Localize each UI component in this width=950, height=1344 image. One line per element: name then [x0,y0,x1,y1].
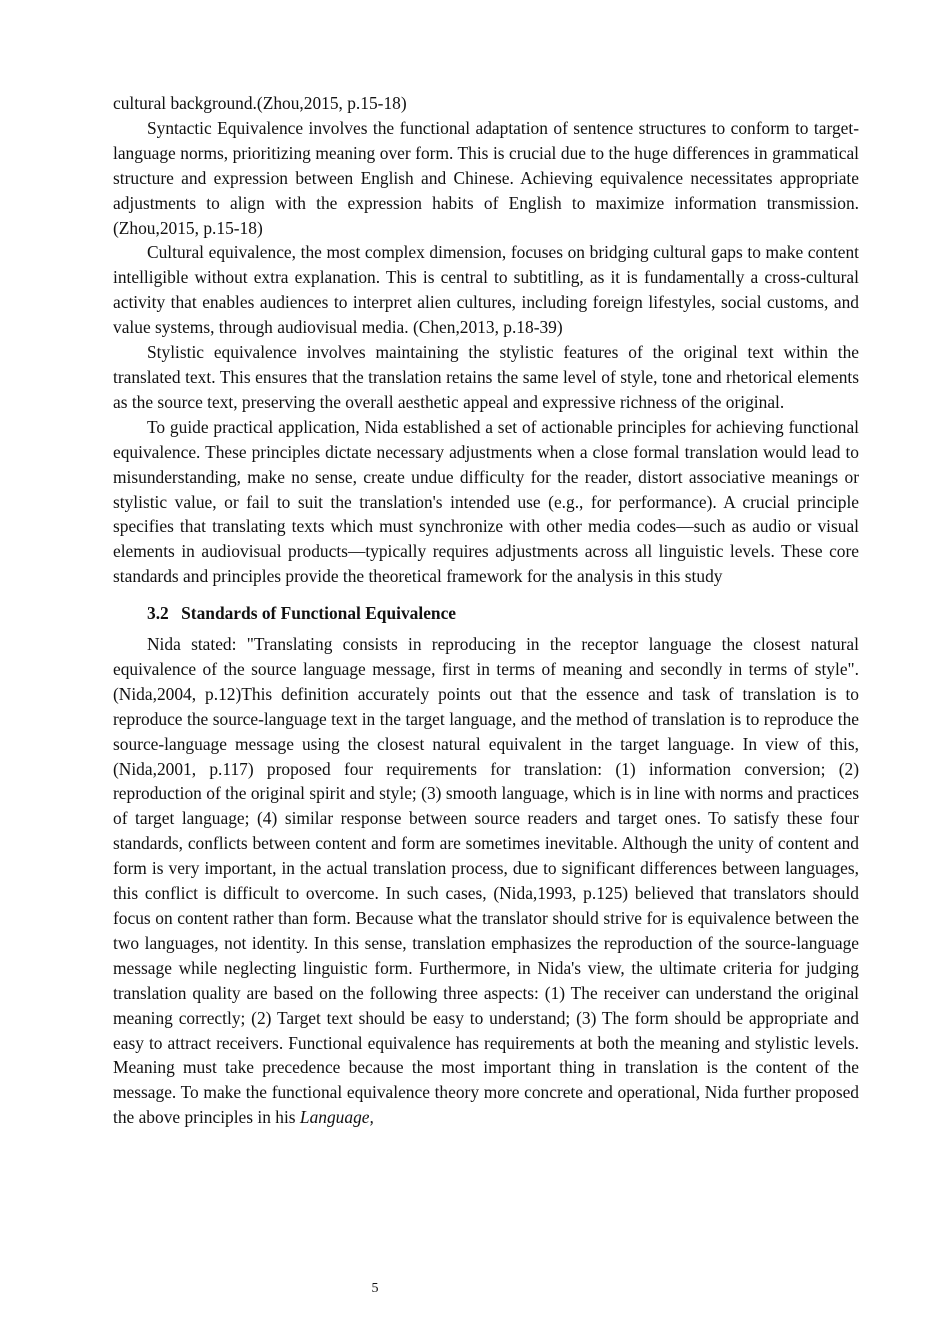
book-title-italic: Language, [299,1107,374,1128]
paragraph-nida-principles: To guide practical application, Nida established a set of actionable principles for achieving functional equivalence. These principles dictate necessary adjustments when a close formal translation would lead to misunderstanding, make no sense, create undue difficulty for the reader, distort associative meanings or stylistic value, or fail to suit the translation's intended use (e.g., for performance). A crucial principle specifies that translating texts which must synchronize with other media codes—such as audio or visual elements in audiovisual products—typically requires adjustments across all linguistic levels. These core standards and principles provide the theoretical framework for the analysis in this study [113,416,859,587]
page-number: 5 [371,1281,379,1296]
paragraph-cultural-background: cultural background.(Zhou,2015, p.15-18) [113,93,407,113]
section-number: 3.2 [147,603,169,624]
page-body [113,91,859,1130]
paragraph-nida-definition [113,632,859,1130]
paragraph-stylistic-equivalence: Stylistic equivalence involves maintaining the stylistic features of the original text within the translated text. This ensures that the translation retains the same level of style, tone and rhetorical elements as the source text, preserving the overall aesthetic appeal and expressive richness of the original. [113,342,859,412]
paragraph-nida-definition-text: Nida stated: "Translating consists in reproducing in the receptor language the closest natural equivalence of the source language message, first in terms of meaning and secondly in terms of style". (Nida,2004, p.12)This definition accurately points out that the essence and task of translation is to reproduce the source-language text in the target language, and the method of translation is to reproduce the source-language message using the closest natural equivalent in the target language. In view of this, (Nida,2001, p.117) proposed four requirements for translation: (1) information conversion; (2) reproduction of the original spirit and style; (3) smooth language, which is in line with norms and practices of target language; (4) similar response between source readers and target ones. To satisfy these four standards, conflicts between content and form are sometimes inevitable. Although the unity of content and form is very important, in the actual translation process, due to significant differences between languages, this conflict is difficult to overcome. In such cases, (Nida,1993, p.125) believed that translators should focus on content rather than form. Because what the translator should strive for is equivalence between the two languages, not identity. In this sense, translation emphasizes the reproduction of the source-language message while neglecting linguistic form. Furthermore, in Nida's view, the ultimate criteria for judging translation quality are based on the following three aspects: (1) The receiver can understand the original meaning correctly; (2) Target text should be easy to understand; (3) The form should be appropriate and easy to attract receivers. Functional equivalence has requirements at both the meaning and stylistic levels. Meaning must take precedence because the most important thing in translation is the content of the message. To make the functional equivalence theory more concrete and operational, Nida further proposed the above principles in his [113,634,859,1128]
section-title: Standards of Functional Equivalence [181,603,457,624]
section-heading [147,601,859,626]
paragraph-syntactic-equivalence: Syntactic Equivalence involves the functional adaptation of sentence structures to conform to target-language norms, prioritizing meaning over form. This is crucial due to the huge differences in grammatical structure and expression between English and Chinese. Achieving equivalence necessitates appropriate adjustments to align with the expression habits of English to maximize information transmission.(Zhou,2015, p.15-18) [113,117,859,238]
paragraph-cultural-equivalence: Cultural equivalence, the most complex dimension, focuses on bridging cultural gaps to make content intelligible without extra explanation. This is central to subtitling, as it is fundamentally a cross-cultural activity that enables audiences to interpret alien cultures, including foreign lifestyles, social customs, and value systems, through audiovisual media. (Chen,2013, p.18-39) [113,242,859,338]
